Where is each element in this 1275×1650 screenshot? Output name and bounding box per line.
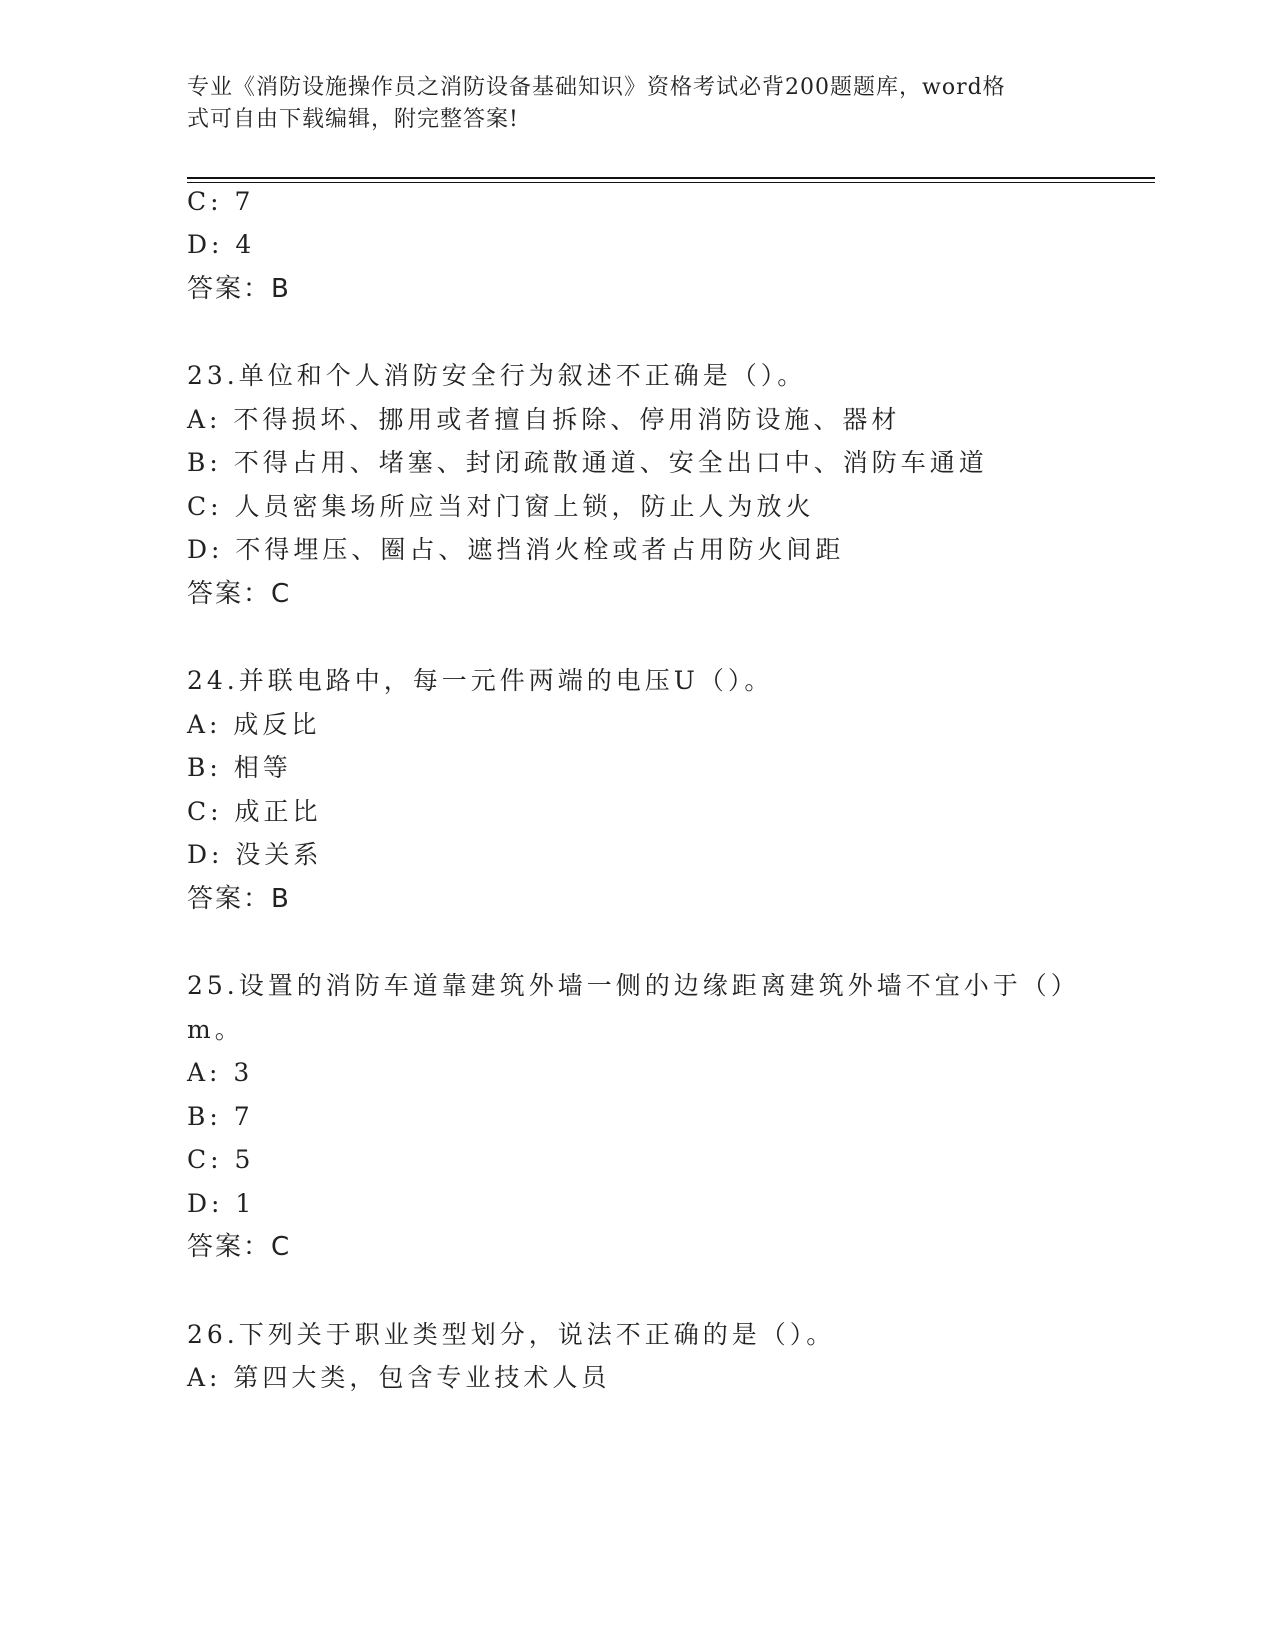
q24-question: 24.并联电路中，每一元件两端的电压U（）。 xyxy=(187,666,774,695)
q26-question: 26.下列关于职业类型划分，说法不正确的是（）。 xyxy=(187,1320,836,1349)
q23-answer: 答案：C xyxy=(187,579,292,609)
q26-option-a: A: 第四大类，包含专业技术人员 xyxy=(187,1363,611,1392)
document-header xyxy=(187,72,1067,136)
q25-option-c: C: 5 xyxy=(187,1145,255,1174)
q24-option-c: C: 成正比 xyxy=(187,797,322,826)
q23-option-a: A: 不得损坏、挪用或者擅自拆除、停用消防设施、器材 xyxy=(187,405,901,434)
q24-option-a: A: 成反比 xyxy=(187,710,321,739)
header-line-1: 专业《消防设施操作员之消防设备基础知识》资格考试必背200题题库，word格 xyxy=(187,75,1006,100)
header-line-2: 式可自由下载编辑，附完整答案! xyxy=(187,107,519,132)
q24-option-d: D: 没关系 xyxy=(187,840,323,869)
q25-option-a: A: 3 xyxy=(187,1058,254,1087)
q25-question-line-1: 25.设置的消防车道靠建筑外墙一侧的边缘距离建筑外墙不宜小于（） xyxy=(187,971,1080,1000)
q22-option-c: C: 7 xyxy=(187,187,255,216)
header-rule-thick xyxy=(187,177,1155,179)
q23-option-c: C: 人员密集场所应当对门窗上锁，防止人为放火 xyxy=(187,492,815,521)
q23-question: 23.单位和个人消防安全行为叙述不正确是（）。 xyxy=(187,361,807,390)
header-rule-thin xyxy=(187,182,1155,183)
q25-option-b: B: 7 xyxy=(187,1102,254,1131)
q24-answer: 答案：B xyxy=(187,884,291,914)
q25-question-line-2: m。 xyxy=(187,1015,244,1044)
q22-answer: 答案：B xyxy=(187,274,291,304)
q25-option-d: D: 1 xyxy=(187,1189,256,1218)
q25-answer: 答案：C xyxy=(187,1232,292,1262)
q23-option-b: B: 不得占用、堵塞、封闭疏散通道、安全出口中、消防车通道 xyxy=(187,448,988,477)
q22-option-d: D: 4 xyxy=(187,230,256,259)
q23-option-d: D: 不得埋压、圈占、遮挡消火栓或者占用防火间距 xyxy=(187,535,845,564)
q24-option-b: B: 相等 xyxy=(187,753,292,782)
